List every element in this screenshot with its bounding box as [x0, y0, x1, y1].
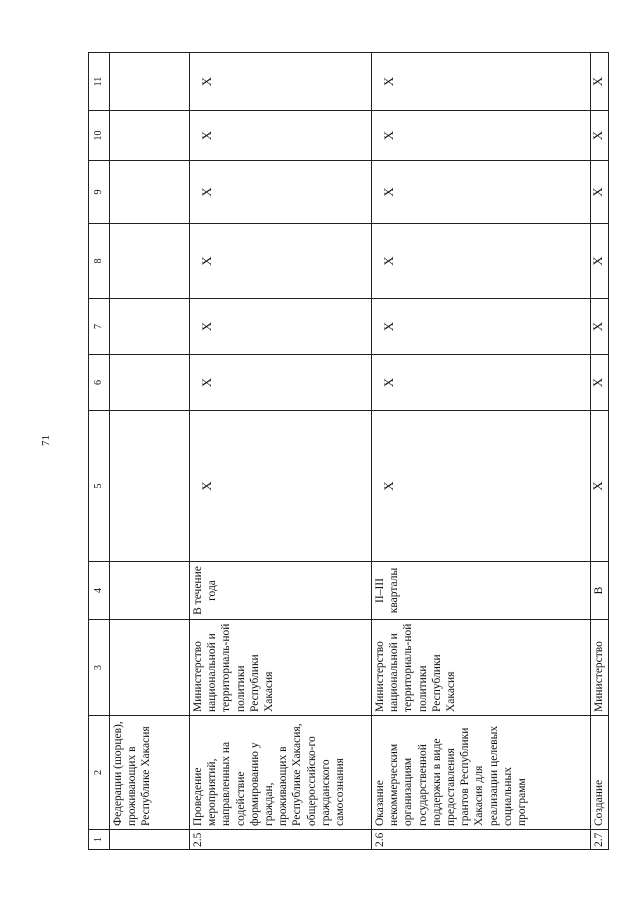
- executor: Министерство: [591, 620, 609, 716]
- value-cell: Х: [190, 355, 372, 411]
- value-cell: [110, 299, 190, 355]
- col-header: 11: [89, 53, 110, 111]
- value-cell: Х: [372, 53, 591, 111]
- value-cell: Х: [190, 411, 372, 562]
- value-cell: Х: [372, 411, 591, 562]
- value-cell: Х: [190, 299, 372, 355]
- col-header: 4: [89, 562, 110, 620]
- value-cell: Х: [591, 161, 609, 224]
- value-cell: Х: [190, 161, 372, 224]
- value-cell: Х: [591, 53, 609, 111]
- executor: Министерство национальной и территориаль-ной политики Республики Хакасия: [190, 620, 372, 716]
- event-name: Проведение мероприятий, направленных на содействие формированию у граждан, проживающих в Республике Хакасия, общероссийско-го гражданского самосознания: [190, 716, 372, 830]
- col-header: 2: [89, 716, 110, 830]
- col-header: 1: [89, 830, 110, 850]
- rotated-table-container: [88, 53, 605, 850]
- value-cell: Х: [190, 224, 372, 299]
- period: II–III кварталы: [372, 562, 591, 620]
- value-cell: [110, 161, 190, 224]
- table-row: [110, 53, 190, 850]
- value-cell: [110, 53, 190, 111]
- value-cell: Х: [372, 355, 591, 411]
- col-header: 9: [89, 161, 110, 224]
- col-header: 7: [89, 299, 110, 355]
- event-name: Оказание некоммерческим организациям государственной поддержки в виде предоставления грантов Республики Хакасия для реализации целевых социальных программ: [372, 716, 591, 830]
- value-cell: [110, 355, 190, 411]
- value-cell: Х: [591, 355, 609, 411]
- value-cell: Х: [372, 111, 591, 161]
- executor: Министерство национальной и территориаль-ной политики Республики Хакасия: [372, 620, 591, 716]
- table-row: [372, 53, 591, 850]
- executor: [110, 620, 190, 716]
- col-header: 8: [89, 224, 110, 299]
- row-number: 2.7: [591, 830, 609, 850]
- period: В: [591, 562, 609, 620]
- header-row: [89, 53, 110, 850]
- col-header: 10: [89, 111, 110, 161]
- value-cell: Х: [190, 111, 372, 161]
- table-row: [190, 53, 372, 850]
- row-number: [110, 830, 190, 850]
- value-cell: Х: [190, 53, 372, 111]
- row-number: 2.5: [190, 830, 372, 850]
- page-number: 71: [40, 435, 52, 446]
- value-cell: Х: [591, 111, 609, 161]
- value-cell: Х: [591, 224, 609, 299]
- period: В течение года: [190, 562, 372, 620]
- event-name: Федерации (шорцев), проживающих в Республике Хакасия: [110, 716, 190, 830]
- period: [110, 562, 190, 620]
- value-cell: Х: [591, 299, 609, 355]
- col-header: 6: [89, 355, 110, 411]
- value-cell: [110, 111, 190, 161]
- value-cell: Х: [591, 411, 609, 562]
- value-cell: Х: [372, 299, 591, 355]
- value-cell: [110, 411, 190, 562]
- col-header: 5: [89, 411, 110, 562]
- value-cell: Х: [372, 161, 591, 224]
- event-name: Создание: [591, 716, 609, 830]
- table-row: [591, 53, 609, 850]
- value-cell: [110, 224, 190, 299]
- row-number: 2.6: [372, 830, 591, 850]
- col-header: 3: [89, 620, 110, 716]
- value-cell: Х: [372, 224, 591, 299]
- plan-table: [88, 52, 609, 850]
